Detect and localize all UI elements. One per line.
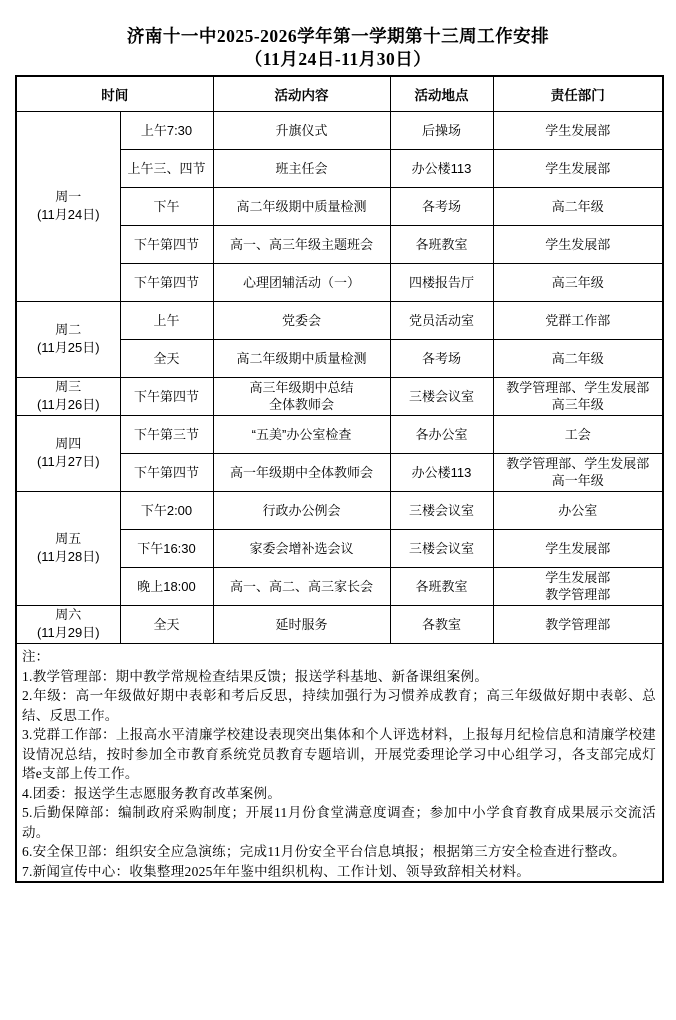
time-cell: 晚上18:00: [120, 567, 213, 605]
time-cell: 下午第四节: [120, 377, 213, 415]
location-cell: 各班教室: [390, 225, 493, 263]
day-label: 周二: [55, 322, 82, 337]
location-cell: 三楼会议室: [390, 377, 493, 415]
department-cell: 教学管理部、学生发展部 高一年级: [493, 453, 663, 491]
time-cell: 下午第四节: [120, 225, 213, 263]
activity-cell: 升旗仪式: [213, 111, 390, 149]
time-cell: 上午三、四节: [120, 149, 213, 187]
header-activity: 活动内容: [213, 76, 390, 111]
schedule-row: [16, 377, 663, 415]
document-title: [0, 0, 676, 71]
time-cell: 下午: [120, 187, 213, 225]
day-date: (11月26日): [36, 397, 100, 412]
title-line2: （11月24日-11月30日）: [244, 49, 432, 69]
time-cell: 全天: [120, 605, 213, 643]
notes-row: [16, 643, 663, 882]
schedule-row: [16, 415, 663, 453]
time-cell: 下午第三节: [120, 415, 213, 453]
location-cell: 党员活动室: [390, 301, 493, 339]
department-cell: 学生发展部 教学管理部: [493, 567, 663, 605]
schedule-table: [15, 75, 664, 883]
activity-cell: 高一、高三年级主题班会: [213, 225, 390, 263]
activity-cell: 班主任会: [213, 149, 390, 187]
day-cell: [16, 111, 120, 301]
time-cell: 下午2:00: [120, 491, 213, 529]
day-cell: [16, 377, 120, 415]
day-date: (11月24日): [36, 207, 100, 222]
note-item: 3.党群工作部：上报高水平清廉学校建设表现突出集体和个人评选材料，上报每月纪检信息和清廉学校建设情况总结，按时参加全市教育系统党员教育专题培训，开展党委理论学习中心组学习，各支部完成灯塔e支部上传工作。: [22, 727, 656, 781]
location-cell: 各教室: [390, 605, 493, 643]
time-cell: 下午16:30: [120, 529, 213, 567]
time-cell: 全天: [120, 339, 213, 377]
location-cell: 后操场: [390, 111, 493, 149]
title-line1: 济南十一中2025-2026学年第一学期第十三周工作安排: [126, 26, 550, 46]
department-cell: 党群工作部: [493, 301, 663, 339]
department-cell: 办公室: [493, 491, 663, 529]
notes-list: [22, 667, 656, 882]
location-cell: 办公楼113: [390, 149, 493, 187]
note-item: 1.教学管理部：期中教学常规检查结果反馈；报送学科基地、新备课组案例。: [22, 668, 489, 684]
time-cell: 上午: [120, 301, 213, 339]
schedule-row: [16, 111, 663, 149]
location-cell: 四楼报告厅: [390, 263, 493, 301]
activity-cell: 高二年级期中质量检测: [213, 187, 390, 225]
location-cell: 三楼会议室: [390, 491, 493, 529]
day-label: 周五: [55, 531, 82, 546]
department-cell: 教学管理部、学生发展部 高三年级: [493, 377, 663, 415]
department-cell: 学生发展部: [493, 111, 663, 149]
notes-cell: [16, 643, 663, 882]
time-cell: 下午第四节: [120, 453, 213, 491]
table-header-row: [16, 76, 663, 111]
schedule-row: [16, 491, 663, 529]
location-cell: 各办公室: [390, 415, 493, 453]
activity-cell: 高二年级期中质量检测: [213, 339, 390, 377]
location-cell: 办公楼113: [390, 453, 493, 491]
activity-cell: 高一、高二、高三家长会: [213, 567, 390, 605]
time-cell: 下午第四节: [120, 263, 213, 301]
activity-cell: “五美”办公室检查: [213, 415, 390, 453]
notes-label: 注：: [22, 648, 49, 664]
location-cell: 各考场: [390, 339, 493, 377]
activity-cell: 心理团辅活动（一）: [213, 263, 390, 301]
location-cell: 各考场: [390, 187, 493, 225]
day-cell: [16, 301, 120, 377]
department-cell: 高三年级: [493, 263, 663, 301]
schedule-row: [16, 301, 663, 339]
note-item: 2.年级：高一年级做好期中表彰和考后反思，持续加强行为习惯养成教育；高三年级做好期中表彰、总结、反思工作。: [22, 688, 656, 723]
activity-cell: 家委会增补选会议: [213, 529, 390, 567]
day-label: 周三: [55, 379, 82, 394]
note-item: 7.新闻宣传中心：收集整理2025年年鉴中组织机构、工作计划、领导致辞相关材料。: [22, 863, 531, 879]
day-label: 周六: [55, 607, 82, 622]
department-cell: 学生发展部: [493, 149, 663, 187]
schedule-row: [16, 605, 663, 643]
department-cell: 高二年级: [493, 187, 663, 225]
header-time: 时间: [16, 76, 213, 111]
day-date: (11月27日): [36, 454, 100, 469]
day-label: 周一: [55, 189, 82, 204]
department-cell: 学生发展部: [493, 225, 663, 263]
day-date: (11月25日): [36, 340, 100, 355]
department-cell: 教学管理部: [493, 605, 663, 643]
header-department: 责任部门: [493, 76, 663, 111]
day-cell: [16, 491, 120, 605]
time-cell: 上午7:30: [120, 111, 213, 149]
activity-cell: 行政办公例会: [213, 491, 390, 529]
activity-cell: 高三年级期中总结 全体教师会: [213, 377, 390, 415]
location-cell: 各班教室: [390, 567, 493, 605]
location-cell: 三楼会议室: [390, 529, 493, 567]
department-cell: 高二年级: [493, 339, 663, 377]
header-location: 活动地点: [390, 76, 493, 111]
note-item: 6.安全保卫部：组织安全应急演练；完成11月份安全平台信息填报；根据第三方安全检查进行整改。: [22, 844, 626, 859]
day-date: (11月28日): [36, 549, 100, 564]
note-item: 5.后勤保障部：编制政府采购制度；开展11月份食堂满意度调查；参加中小学食育教育成果展示交流活动。: [22, 805, 656, 840]
day-label: 周四: [55, 436, 82, 451]
activity-cell: 延时服务: [213, 605, 390, 643]
day-cell: [16, 415, 120, 491]
day-cell: [16, 605, 120, 643]
activity-cell: 高一年级期中全体教师会: [213, 453, 390, 491]
activity-cell: 党委会: [213, 301, 390, 339]
department-cell: 工会: [493, 415, 663, 453]
day-date: (11月29日): [36, 625, 100, 640]
department-cell: 学生发展部: [493, 529, 663, 567]
note-item: 4.团委：报送学生志愿服务教育改革案例。: [22, 785, 282, 801]
